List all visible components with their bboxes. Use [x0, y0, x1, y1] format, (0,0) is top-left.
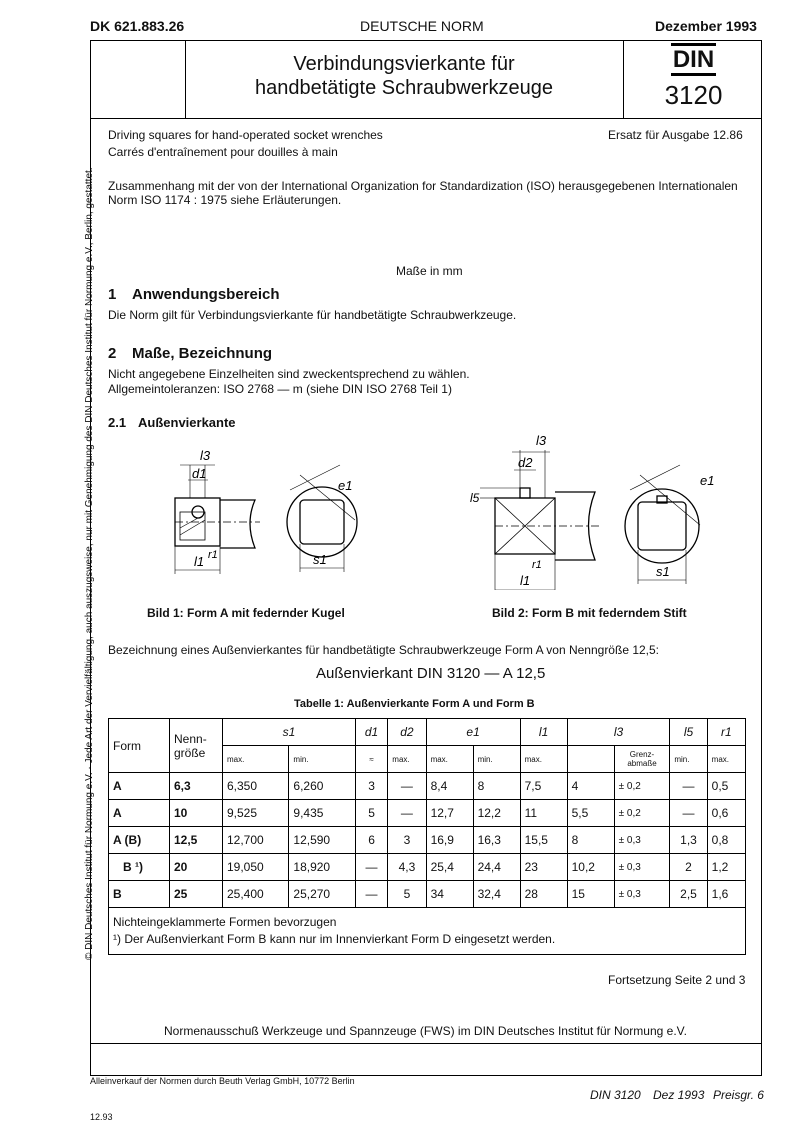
title-line-1: Verbindungsvierkante für [293, 53, 515, 75]
th-d2: d2 [388, 719, 426, 746]
th-form: Form [109, 719, 170, 773]
figure-1-caption: Bild 1: Form A mit federnder Kugel [147, 606, 345, 620]
table-cell-d1: 3 [355, 773, 387, 800]
table-header-row-1 [109, 719, 746, 746]
table-cell-l3: 5,5 [567, 800, 614, 827]
th-l3-blank [567, 746, 614, 773]
table-cell-nenn: 10 [170, 800, 223, 827]
table-cell-e1min: 16,3 [473, 827, 520, 854]
table-cell-s1max: 6,350 [223, 773, 289, 800]
th-s1-min: min. [289, 746, 355, 773]
fig1-label-r1: r1 [208, 549, 218, 561]
fig1-label-s1: s1 [313, 552, 327, 567]
table-caption: Tabelle 1: Außenvierkante Form A und Form B [294, 698, 535, 710]
table-cell-e1min: 24,4 [473, 854, 520, 881]
table-cell-l5: — [670, 773, 707, 800]
table-body [109, 773, 746, 908]
table-cell-d2: — [388, 773, 426, 800]
section-2-line-2: Allgemeintoleranzen: ISO 2768 — m (siehe DIN ISO 2768 Teil 1) [108, 382, 452, 396]
table-cell-s1min: 25,270 [289, 881, 355, 908]
table-cell-l3: 8 [567, 827, 614, 854]
continuation-note: Fortsetzung Seite 2 und 3 [608, 973, 746, 987]
fig2-end-square [638, 502, 686, 550]
section-2-heading: Maße, Bezeichnung [132, 345, 273, 362]
table-cell-e1min: 32,4 [473, 881, 520, 908]
table-cell-grenz: ± 0,3 [614, 854, 670, 881]
fig2-label-s1: s1 [656, 564, 670, 579]
th-nenn: Nenn- größe [170, 719, 223, 773]
fig2-label-l1: l1 [520, 573, 531, 588]
th-l1-max: max. [520, 746, 567, 773]
fig2-label-d2: d2 [518, 455, 533, 470]
table-cell-grenz: ± 0,2 [614, 773, 670, 800]
table-cell-s1min: 12,590 [289, 827, 355, 854]
th-e1-max: max. [426, 746, 473, 773]
table-row [109, 827, 746, 854]
fig1-label-e1: e1 [338, 478, 353, 493]
table-cell-r1: 0,6 [707, 800, 745, 827]
fig1-end-circle [287, 487, 357, 557]
footer-price: Preisgr. 6 [713, 1088, 764, 1102]
fig1-label-d1: d1 [192, 466, 207, 481]
table-cell-l3: 15 [567, 881, 614, 908]
th-d2-max: max. [388, 746, 426, 773]
table-cell-d2: 4,3 [388, 854, 426, 881]
th-l3-grenz: Grenz- abmaße [614, 746, 670, 773]
figure-1-drawing [150, 440, 380, 590]
table-cell-r1: 1,6 [707, 881, 745, 908]
intro-line-2: Norm ISO 1174 : 1975 siehe Erläuterungen. [108, 193, 342, 207]
section-21-heading: Außenvierkante [138, 415, 236, 430]
intro-line-1: Zusammenhang mit der von der International Organization for Standardization (ISO) herausgegebenen Internationalen [108, 179, 738, 193]
table-cell-e1max: 34 [426, 881, 473, 908]
fig2-end-circle [625, 489, 699, 563]
figure-2-drawing [470, 430, 730, 590]
table-cell-r1: 1,2 [707, 854, 745, 881]
th-d1-approx: ≈ [355, 746, 387, 773]
table-cell-nenn: 20 [170, 854, 223, 881]
table-cell-d2: 3 [388, 827, 426, 854]
table-cell-grenz: ± 0,3 [614, 827, 670, 854]
footer-ref: DIN 3120 [590, 1088, 641, 1102]
table-cell-s1max: 9,525 [223, 800, 289, 827]
table-cell-e1min: 8 [473, 773, 520, 800]
table-note-1: Nichteingeklammerte Formen bevorzugen [113, 915, 337, 929]
english-title: Driving squares for hand-operated socket wrenches [108, 128, 383, 142]
table-cell-form: A [109, 773, 170, 800]
th-l3: l3 [567, 719, 670, 746]
table-cell-d2: — [388, 800, 426, 827]
table-cell-l1: 15,5 [520, 827, 567, 854]
table-cell-l3: 4 [567, 773, 614, 800]
table-cell-s1min: 18,920 [289, 854, 355, 881]
din-box [623, 40, 763, 118]
table-row [109, 854, 746, 881]
table-cell-e1min: 12,2 [473, 800, 520, 827]
units-note: Maße in mm [396, 264, 463, 278]
committee-line: Normenausschuß Werkzeuge und Spannzeuge (FWS) im DIN Deutsches Institut für Normung e.V. [164, 1024, 687, 1038]
table-cell-s1max: 19,050 [223, 854, 289, 881]
table-cell-d1: — [355, 854, 387, 881]
table-cell-s1min: 9,435 [289, 800, 355, 827]
fig2-label-r1: r1 [532, 559, 542, 571]
table-cell-d1: 6 [355, 827, 387, 854]
table-cell-grenz: ± 0,3 [614, 881, 670, 908]
th-l5: l5 [670, 719, 707, 746]
figure-2-caption: Bild 2: Form B mit federndem Stift [492, 606, 687, 620]
header-date: Dezember 1993 [655, 18, 757, 34]
table-cell-l1: 11 [520, 800, 567, 827]
side-copyright: © DIN Deutsches Institut für Normung e.V. · Jede Art der Vervielfältigung, auch auszugsweise, nur mit Genehmigung des DIN Deutsches Institut für Normung e.V., Berlin, gestattet. [84, 167, 95, 960]
table-cell-e1max: 8,4 [426, 773, 473, 800]
table-cell-s1min: 6,260 [289, 773, 355, 800]
th-l1: l1 [520, 719, 567, 746]
fig1-label-l1: l1 [194, 554, 205, 569]
section-2-line-1: Nicht angegebene Einzelheiten sind zweckentsprechend zu wählen. [108, 367, 470, 381]
table-cell-nenn: 12,5 [170, 827, 223, 854]
din-logo [624, 46, 763, 74]
table-cell-s1max: 25,400 [223, 881, 289, 908]
table-cell-l1: 7,5 [520, 773, 567, 800]
table-row [109, 881, 746, 908]
title-box [90, 40, 762, 119]
table-cell-grenz: ± 0,2 [614, 800, 670, 827]
th-d1: d1 [355, 719, 387, 746]
table-cell-nenn: 25 [170, 881, 223, 908]
table-cell-form: B ¹) [109, 854, 170, 881]
replacement-note: Ersatz für Ausgabe 12.86 [608, 128, 743, 142]
table-cell-nenn: 6,3 [170, 773, 223, 800]
th-e1-min: min. [473, 746, 520, 773]
section-21-number: 2.1 [108, 415, 127, 430]
table-cell-r1: 0,5 [707, 773, 745, 800]
table-cell-l5: 1,3 [670, 827, 707, 854]
designation-intro: Bezeichnung eines Außenvierkantes für handbetätigte Schraubwerkzeuge Form A von Nenngröße 12,5: [108, 643, 660, 657]
table-cell-d2: 5 [388, 881, 426, 908]
table-cell-e1max: 16,9 [426, 827, 473, 854]
section-1-text: Die Norm gilt für Verbindungsvierkante für handbetätigte Schraubwerkzeuge. [108, 308, 517, 322]
norm-label: DEUTSCHE NORM [360, 18, 484, 34]
table-cell-l1: 23 [520, 854, 567, 881]
footer-date: Dez 1993 [653, 1088, 705, 1102]
table-cell-form: B [109, 881, 170, 908]
fig2-label-e1: e1 [700, 473, 715, 488]
th-s1: s1 [223, 719, 356, 746]
th-s1-max: max. [223, 746, 289, 773]
th-r1: r1 [707, 719, 745, 746]
fig1-shank [220, 500, 255, 548]
bottom-divider [90, 1043, 762, 1044]
th-e1: e1 [426, 719, 520, 746]
section-2-number: 2 [108, 345, 117, 362]
table-cell-l5: — [670, 800, 707, 827]
fig2-label-l5: l5 [470, 491, 480, 505]
table-cell-form: A [109, 800, 170, 827]
designation-example: Außenvierkant DIN 3120 — A 12,5 [316, 665, 546, 682]
table-cell-d1: — [355, 881, 387, 908]
table-cell-l5: 2 [670, 854, 707, 881]
table-cell-form: A (B) [109, 827, 170, 854]
th-l5-min: min. [670, 746, 707, 773]
fig2-pin [520, 488, 530, 498]
table-cell-r1: 0,8 [707, 827, 745, 854]
french-title: Carrés d'entraînement pour douilles à main [108, 145, 338, 159]
page-title [186, 52, 622, 100]
fig2-label-l3: l3 [536, 433, 547, 448]
table-cell-l5: 2,5 [670, 881, 707, 908]
table-cell-e1max: 25,4 [426, 854, 473, 881]
th-r1-max: max. [707, 746, 745, 773]
doc-number: DK 621.883.26 [90, 18, 185, 34]
title-line-2: handbetätigte Schraubwerkzeuge [255, 77, 553, 99]
table-cell-l3: 10,2 [567, 854, 614, 881]
dimensions-table [108, 718, 746, 955]
table-cell-s1max: 12,700 [223, 827, 289, 854]
footer-sales: Alleinverkauf der Normen durch Beuth Verlag GmbH, 10772 Berlin [90, 1076, 355, 1086]
title-left-cell [90, 40, 186, 118]
table-cell-l1: 28 [520, 881, 567, 908]
footer-code: 12.93 [90, 1112, 113, 1122]
din-label: DIN [671, 43, 716, 76]
table-cell-d1: 5 [355, 800, 387, 827]
din-number: 3120 [664, 80, 723, 110]
table-notes-row [109, 908, 746, 955]
section-1-heading: Anwendungsbereich [132, 286, 280, 303]
table-note-2: ¹) Der Außenvierkant Form B kann nur im Innenvierkant Form D eingesetzt werden. [113, 932, 556, 946]
section-1-number: 1 [108, 286, 117, 303]
table-row [109, 773, 746, 800]
table-cell-e1max: 12,7 [426, 800, 473, 827]
fig1-end-square [300, 500, 344, 544]
table-row [109, 800, 746, 827]
fig1-label-l3: l3 [200, 448, 211, 463]
